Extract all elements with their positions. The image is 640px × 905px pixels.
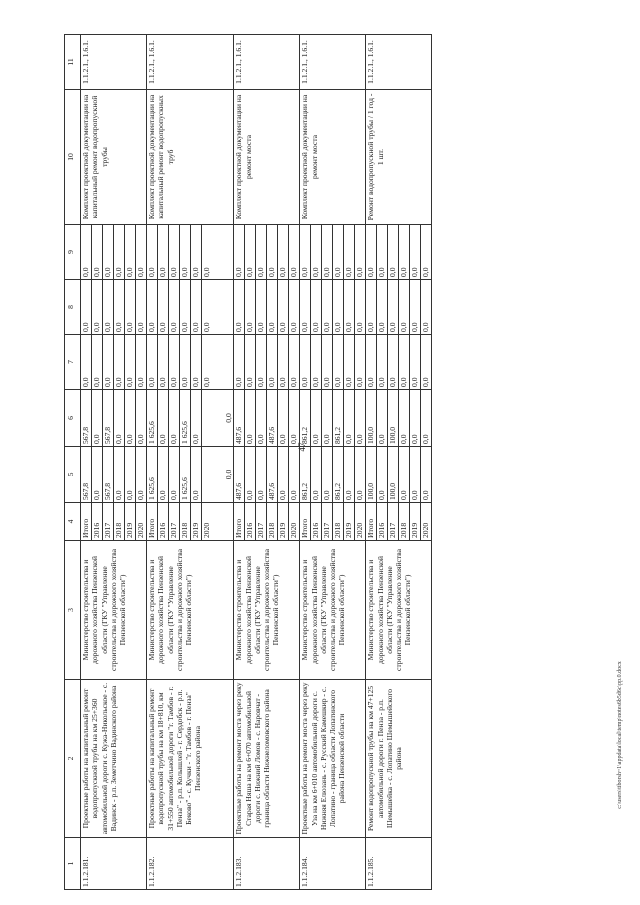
row-year: Итого xyxy=(147,503,158,541)
row-year: 2018 xyxy=(180,503,191,541)
row-year: 2018 xyxy=(333,503,344,541)
row-name: Проектные работы на ремонт моста через реку Уза на км 6+010 автомобильной дороги с. Нижняя Елюзань - с. Русский Камешкир - с. Лопатино - граница области Лопатинского района Пензенской области xyxy=(300,680,366,838)
row-reference: 1.1.2.1., 1.6.1. xyxy=(366,35,432,90)
row-value-c6: 0,0 xyxy=(191,390,202,447)
row-value-c8: 0,0 xyxy=(355,280,366,335)
row-value-c5: 0,0 xyxy=(245,447,256,503)
row-year: 2018 xyxy=(114,503,125,541)
row-value-c5: 0,0 xyxy=(289,447,300,503)
row-value-c7: 0,0 xyxy=(388,335,399,390)
row-result: Комплект проектной документации на ремонт моста xyxy=(300,90,366,225)
row-value-c6: 0,0 xyxy=(245,390,256,447)
row-value-c5: 0,0 xyxy=(92,447,103,503)
row-code: 1.1.2.181. xyxy=(81,838,147,890)
table-row xyxy=(147,35,158,890)
row-year: 2019 xyxy=(410,503,421,541)
row-name: Проектные работы на ремонт моста через реку Старая Няша на км 6+070 автомобильной дороги с. Нижний Ломов - с. Наровчат - граница области Нижнеломовского района xyxy=(234,680,300,838)
row-value-c6: 0,0 xyxy=(399,390,410,447)
row-value-c6: 0,0 xyxy=(289,390,300,447)
row-value-c6: 100,0 xyxy=(388,390,399,447)
row-year: 2020 xyxy=(202,503,234,541)
row-value-c7: 0,0 xyxy=(81,335,92,390)
row-value-c5: 0,0 xyxy=(278,447,289,503)
row-value-c7: 0,0 xyxy=(267,335,278,390)
row-year: 2017 xyxy=(103,503,114,541)
row-year: 2016 xyxy=(377,503,388,541)
row-value-c5: 0,0 xyxy=(355,447,366,503)
row-value-c6: 0,0 xyxy=(158,390,169,447)
row-value-c7: 0,0 xyxy=(322,335,333,390)
row-value-c7: 0,0 xyxy=(278,335,289,390)
row-value-c6: 0,0 xyxy=(410,390,421,447)
row-executor: Министерство строительства и дорожного хозяйства Пензенской области (ГКУ "Управление строительства и дорожного хозяйства Пензенской области") xyxy=(300,541,366,680)
row-value-c9: 0,0 xyxy=(366,225,377,280)
row-value-c8: 0,0 xyxy=(147,280,158,335)
row-value-c6: 861,2 xyxy=(333,390,344,447)
row-value-extra: 0,0 xyxy=(224,469,233,480)
row-year: 2017 xyxy=(169,503,180,541)
row-value-c9: 0,0 xyxy=(355,225,366,280)
row-value-c9: 0,0 xyxy=(278,225,289,280)
row-value-c8: 0,0 xyxy=(81,280,92,335)
row-value-c9: 0,0 xyxy=(256,225,267,280)
row-value-c7: 0,0 xyxy=(289,335,300,390)
row-value-c9: 0,0 xyxy=(114,225,125,280)
row-value-c8: 0,0 xyxy=(278,280,289,335)
row-value-c9: 0,0 xyxy=(234,225,245,280)
row-value-c9: 0,0 xyxy=(311,225,322,280)
row-value-c5: 567,8 xyxy=(81,447,92,503)
row-executor: Министерство строительства и дорожного хозяйства Пензенской области (ГКУ "Управление строительства и дорожного хозяйства Пензенской области") xyxy=(147,541,234,680)
row-value-c5: 0,0 xyxy=(322,447,333,503)
row-value-c8: 0,0 xyxy=(234,280,245,335)
row-value-c6: 567,8 xyxy=(81,390,92,447)
row-year: 2018 xyxy=(267,503,278,541)
row-value-c8: 0,0 xyxy=(377,280,388,335)
row-value-c8: 0,0 xyxy=(399,280,410,335)
row-value-c5: 487,6 xyxy=(234,447,245,503)
row-value-c6: 0,0 xyxy=(278,390,289,447)
row-value-c8: 0,0 xyxy=(92,280,103,335)
row-result: Ремонт водопропускной трубы / 1 год - 1 шт. xyxy=(366,90,432,225)
row-year: 2019 xyxy=(344,503,355,541)
row-value-c7: 0,0 xyxy=(355,335,366,390)
row-code: 1.1.2.183. xyxy=(234,838,300,890)
row-year: 2020 xyxy=(421,503,432,541)
row-value-c9: 0,0 xyxy=(289,225,300,280)
row-value-c7: 0,0 xyxy=(366,335,377,390)
table-row xyxy=(234,35,245,890)
row-value-c5: 0,0 xyxy=(256,447,267,503)
row-value-c9: 0,0 xyxy=(333,225,344,280)
row-value-c8: 0,0 xyxy=(366,280,377,335)
row-value-c7: 0,0 xyxy=(158,335,169,390)
page-number: 47 xyxy=(297,442,307,452)
row-value-c6: 487,6 xyxy=(267,390,278,447)
row-value-c5: 0,0 xyxy=(421,447,432,503)
row-value-c9: 0,0 xyxy=(245,225,256,280)
row-value-c8: 0,0 xyxy=(191,280,202,335)
row-value-c6: 0,0 xyxy=(92,390,103,447)
row-result: Комплект проектной документации на капитальный ремонт водопропускных труб xyxy=(147,90,234,225)
row-value-c8: 0,0 xyxy=(344,280,355,335)
row-value-c5: 567,8 xyxy=(103,447,114,503)
row-value-c9: 0,0 xyxy=(191,225,202,280)
row-value-c6: 0,0 xyxy=(114,390,125,447)
row-year: Итого xyxy=(300,503,311,541)
row-value-c6: 0,0 xyxy=(136,390,147,447)
row-value-c6: 0,0 xyxy=(125,390,136,447)
row-value-c9: 0,0 xyxy=(81,225,92,280)
row-value-c6: 0,0 xyxy=(169,390,180,447)
row-value-c5: 1 625,6 xyxy=(180,447,191,503)
table-row xyxy=(81,35,92,890)
row-value-c7: 0,0 xyxy=(421,335,432,390)
row-executor: Министерство строительства и дорожного хозяйства Пензенской области (ГКУ "Управление строительства и дорожного хозяйства Пензенской области") xyxy=(234,541,300,680)
row-value-c7: 0,0 xyxy=(399,335,410,390)
row-value-c9: 0,0 xyxy=(147,225,158,280)
row-value-c5: 0,0 xyxy=(191,447,202,503)
row-code: 1.1.2.184. xyxy=(300,838,366,890)
row-year: 2019 xyxy=(278,503,289,541)
row-year: 2019 xyxy=(191,503,202,541)
row-value-c7: 0,0 xyxy=(103,335,114,390)
row-value-c5: 0,0 xyxy=(344,447,355,503)
row-value-c8: 0,0 xyxy=(322,280,333,335)
row-value-c6: 1 625,6 xyxy=(147,390,158,447)
row-value-c6: 567,8 xyxy=(103,390,114,447)
row-value-c7: 0,0 xyxy=(92,335,103,390)
header-col-11: 11 xyxy=(65,35,81,90)
row-year: 2017 xyxy=(256,503,267,541)
row-value-c7: 0,0 xyxy=(136,335,147,390)
row-value-c9: 0,0 xyxy=(180,225,191,280)
row-value-c7: 0,0 xyxy=(377,335,388,390)
row-value-c8: 0,0 xyxy=(421,280,432,335)
row-value-c9: 0,0 xyxy=(300,225,311,280)
row-value-c8: 0,0 xyxy=(333,280,344,335)
row-executor: Министерство строительства и дорожного хозяйства Пензенской области (ГКУ "Управление строительства и дорожного хозяйства Пензенской области") xyxy=(81,541,147,680)
row-value-c8: 0,0 xyxy=(136,280,147,335)
row-value-c6: 487,6 xyxy=(234,390,245,447)
row-year: 2017 xyxy=(388,503,399,541)
row-year: Итого xyxy=(81,503,92,541)
row-value-c5: 861,2 xyxy=(300,447,311,503)
row-value-c5 xyxy=(202,447,234,503)
row-value-c5: 0,0 xyxy=(169,447,180,503)
row-value-c6: 0,0 xyxy=(311,390,322,447)
row-value-c5: 100,0 xyxy=(366,447,377,503)
row-value-c5: 0,0 xyxy=(114,447,125,503)
table-row xyxy=(300,35,311,890)
row-value-c5: 0,0 xyxy=(311,447,322,503)
row-value-c5: 0,0 xyxy=(410,447,421,503)
row-value-c6: 861,2 xyxy=(300,390,311,447)
row-value-extra: 0,0 xyxy=(224,413,233,423)
table-header xyxy=(65,35,81,890)
header-col-7: 7 xyxy=(65,335,81,390)
row-value-c5: 0,0 xyxy=(399,447,410,503)
row-year: Итого xyxy=(366,503,377,541)
row-value-c7: 0,0 xyxy=(410,335,421,390)
row-value-c7: 0,0 xyxy=(311,335,322,390)
row-value-c9: 0,0 xyxy=(158,225,169,280)
row-result: Комплект проектной документации на капитальный ремонт водопропускной трубы xyxy=(81,90,147,225)
row-value-c8: 0,0 xyxy=(125,280,136,335)
row-value-c8: 0,0 xyxy=(289,280,300,335)
row-value-c5: 0,0 xyxy=(136,447,147,503)
row-value-c6: 0,0 xyxy=(421,390,432,447)
row-value-c8: 0,0 xyxy=(267,280,278,335)
row-value-c7: 0,0 xyxy=(256,335,267,390)
header-col-3: 3 xyxy=(65,541,81,680)
row-reference: 1.1.2.1., 1.6.1. xyxy=(234,35,300,90)
row-year: 2020 xyxy=(355,503,366,541)
row-value-c7: 0,0 xyxy=(202,335,234,390)
row-year: 2017 xyxy=(322,503,333,541)
row-code: 1.1.2.182. xyxy=(147,838,234,890)
row-value-c9: 0,0 xyxy=(421,225,432,280)
row-value-c7: 0,0 xyxy=(191,335,202,390)
row-code: 1.1.2.185. xyxy=(366,838,432,890)
row-value-c9: 0,0 xyxy=(344,225,355,280)
row-value-c8: 0,0 xyxy=(256,280,267,335)
row-value-c9: 0,0 xyxy=(410,225,421,280)
row-value-c9: 0,0 xyxy=(377,225,388,280)
row-value-c9: 0,0 xyxy=(136,225,147,280)
row-value-c7: 0,0 xyxy=(344,335,355,390)
row-value-c8: 0,0 xyxy=(180,280,191,335)
header-col-6: 6 xyxy=(65,390,81,447)
row-value-c7: 0,0 xyxy=(169,335,180,390)
row-value-c6: 1 625,6 xyxy=(180,390,191,447)
row-name: Проектные работы на капитальный ремонт водопропускной трубы на км 18+810, км 31+550 автомобильной дороги "г. Тамбов - г. Пенза" - р.п. Колышлей - г. Сердобск - р.п. Беково" - с. Кучки - "г. Тамбов - г. Пенза" Пензенского района xyxy=(147,680,234,838)
row-value-c8: 0,0 xyxy=(245,280,256,335)
row-value-c7: 0,0 xyxy=(125,335,136,390)
row-value-c5: 0,0 xyxy=(158,447,169,503)
footer-file-path: c:\users\tiborsh~1\appdata\local\temp\notes6b5d6c\pp.0.docx xyxy=(617,661,623,809)
row-year: 2016 xyxy=(311,503,322,541)
header-col-9: 9 xyxy=(65,225,81,280)
row-value-c8: 0,0 xyxy=(202,280,234,335)
row-year: 2019 xyxy=(125,503,136,541)
row-value-c7: 0,0 xyxy=(300,335,311,390)
row-value-c6: 0,0 xyxy=(322,390,333,447)
row-reference: 1.1.2.1., 1.6.1. xyxy=(81,35,147,90)
row-value-c9: 0,0 xyxy=(103,225,114,280)
row-value-c6: 100,0 xyxy=(366,390,377,447)
row-value-c6: 0,0 xyxy=(355,390,366,447)
header-col-10: 10 xyxy=(65,90,81,225)
row-value-c8: 0,0 xyxy=(114,280,125,335)
table-row xyxy=(366,35,377,890)
row-value-c5: 0,0 xyxy=(125,447,136,503)
row-value-c9: 0,0 xyxy=(388,225,399,280)
row-value-c8: 0,0 xyxy=(103,280,114,335)
row-value-c9: 0,0 xyxy=(92,225,103,280)
header-col-4: 4 xyxy=(65,503,81,541)
row-value-c7: 0,0 xyxy=(147,335,158,390)
row-year: 2016 xyxy=(158,503,169,541)
row-value-c5: 861,2 xyxy=(333,447,344,503)
row-value-c9: 0,0 xyxy=(267,225,278,280)
row-value-c9: 0,0 xyxy=(125,225,136,280)
row-value-c7: 0,0 xyxy=(234,335,245,390)
table-body xyxy=(81,35,432,890)
row-reference: 1.1.2.1., 1.6.1. xyxy=(147,35,234,90)
row-year: 2016 xyxy=(245,503,256,541)
row-value-c9: 0,0 xyxy=(399,225,410,280)
row-value-c5: 0,0 xyxy=(377,447,388,503)
header-col-5: 5 xyxy=(65,447,81,503)
row-name: Ремонт водопропускной трубы на км 47+125 автомобильной дороги г. Пенза - р.п. Шемышейка - с. Лопатино Шемышейского района xyxy=(366,680,432,838)
row-value-c6: 0,0 xyxy=(256,390,267,447)
row-year: Итого xyxy=(234,503,245,541)
row-value-c7: 0,0 xyxy=(245,335,256,390)
row-value-c5: 487,6 xyxy=(267,447,278,503)
row-result: Комплект проектной документации на ремонт моста xyxy=(234,90,300,225)
row-year: 2018 xyxy=(399,503,410,541)
row-value-c6: 0,0 xyxy=(377,390,388,447)
rotated-table-area xyxy=(64,35,612,890)
header-col-8: 8 xyxy=(65,280,81,335)
row-value-c8: 0,0 xyxy=(388,280,399,335)
row-year: 2020 xyxy=(136,503,147,541)
row-value-c6 xyxy=(202,390,234,447)
row-year: 2020 xyxy=(289,503,300,541)
row-value-c6: 0,0 xyxy=(344,390,355,447)
row-value-c8: 0,0 xyxy=(300,280,311,335)
row-year: 2016 xyxy=(92,503,103,541)
row-value-c9: 0,0 xyxy=(202,225,234,280)
row-name: Проектные работы на капитальный ремонт водопропускной трубы на км 25+360 автомобильной дороги с. Кужа-Никольское - с. Вадинск - р.п. Земетчино Вадинского района xyxy=(81,680,147,838)
row-value-c7: 0,0 xyxy=(180,335,191,390)
program-table xyxy=(64,34,432,890)
row-value-c8: 0,0 xyxy=(410,280,421,335)
header-col-1: 1 xyxy=(65,838,81,890)
row-value-c9: 0,0 xyxy=(322,225,333,280)
row-value-c5: 1 625,6 xyxy=(147,447,158,503)
row-value-c9: 0,0 xyxy=(169,225,180,280)
row-value-c7: 0,0 xyxy=(333,335,344,390)
row-value-c8: 0,0 xyxy=(311,280,322,335)
header-col-2: 2 xyxy=(65,680,81,838)
row-value-c8: 0,0 xyxy=(158,280,169,335)
row-reference: 1.1.2.1., 1.6.1. xyxy=(300,35,366,90)
row-executor: Министерство строительства и дорожного хозяйства Пензенской области (ГКУ "Управление строительства и дорожного хозяйства Пензенской области") xyxy=(366,541,432,680)
row-value-c7: 0,0 xyxy=(114,335,125,390)
row-value-c5: 100,0 xyxy=(388,447,399,503)
row-value-c8: 0,0 xyxy=(169,280,180,335)
